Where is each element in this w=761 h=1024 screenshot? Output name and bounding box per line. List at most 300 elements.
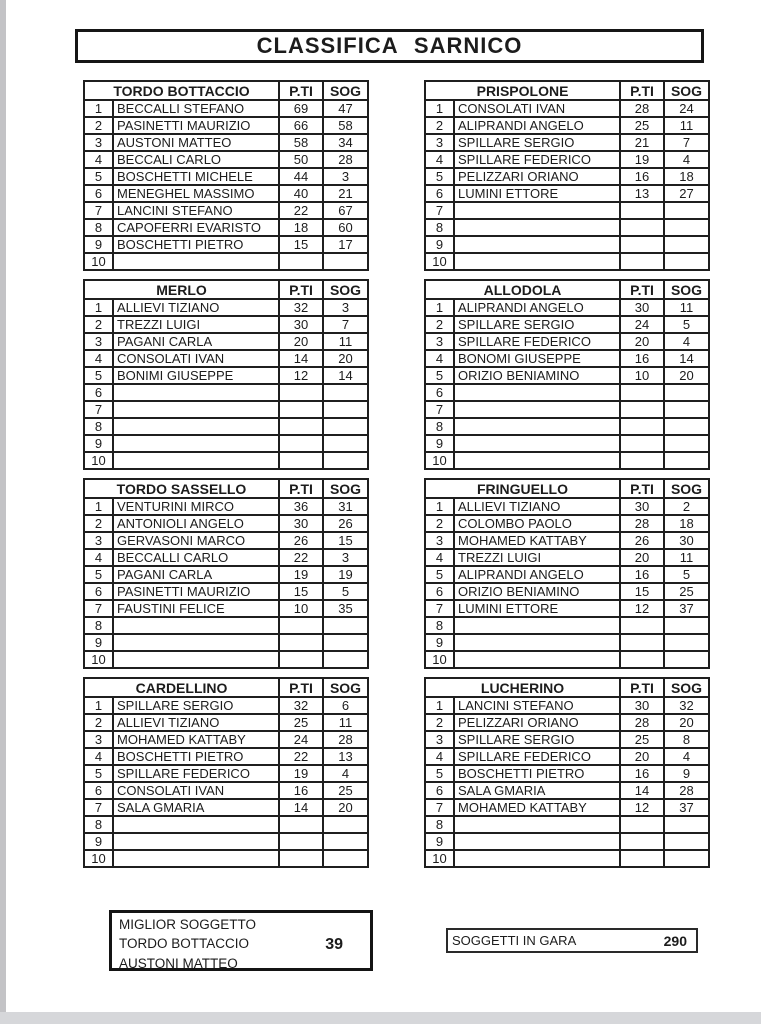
table-row bbox=[425, 850, 709, 867]
table-row bbox=[425, 168, 709, 185]
table-lucherino bbox=[424, 677, 710, 868]
rank-cell: 4 bbox=[425, 549, 454, 566]
rank-cell: 10 bbox=[425, 850, 454, 867]
pti-cell: 20 bbox=[620, 748, 664, 765]
table-row bbox=[84, 168, 368, 185]
table-row bbox=[84, 299, 368, 316]
sog-cell: 11 bbox=[664, 299, 709, 316]
pti-cell: 13 bbox=[620, 185, 664, 202]
table-row bbox=[425, 236, 709, 253]
pti-cell: 32 bbox=[279, 299, 323, 316]
name-cell: BOSCHETTI MICHELE bbox=[113, 168, 279, 185]
sog-cell bbox=[664, 435, 709, 452]
name-cell: LANCINI STEFANO bbox=[113, 202, 279, 219]
rank-cell: 1 bbox=[425, 100, 454, 117]
name-cell: SPILLARE FEDERICO bbox=[454, 748, 620, 765]
pti-cell bbox=[620, 850, 664, 867]
sog-cell bbox=[323, 634, 368, 651]
pti-cell: 10 bbox=[279, 600, 323, 617]
sog-cell bbox=[664, 384, 709, 401]
sog-cell: 20 bbox=[664, 367, 709, 384]
sog-cell: 35 bbox=[323, 600, 368, 617]
pti-header: P.TI bbox=[620, 678, 664, 697]
name-cell: ALLIEVI TIZIANO bbox=[454, 498, 620, 515]
sog-cell: 58 bbox=[323, 117, 368, 134]
rank-cell: 9 bbox=[425, 236, 454, 253]
pti-cell: 30 bbox=[279, 515, 323, 532]
rank-cell: 8 bbox=[84, 816, 113, 833]
rank-cell: 4 bbox=[84, 549, 113, 566]
pti-cell: 14 bbox=[279, 350, 323, 367]
pti-cell: 30 bbox=[279, 316, 323, 333]
table-title: MERLO bbox=[84, 280, 279, 299]
rank-cell: 2 bbox=[84, 515, 113, 532]
pti-cell bbox=[279, 850, 323, 867]
rank-cell: 6 bbox=[84, 384, 113, 401]
table-row bbox=[425, 515, 709, 532]
name-cell: VENTURINI MIRCO bbox=[113, 498, 279, 515]
table-title: FRINGUELLO bbox=[425, 479, 620, 498]
pti-cell bbox=[620, 236, 664, 253]
sog-cell: 32 bbox=[664, 697, 709, 714]
pti-cell: 58 bbox=[279, 134, 323, 151]
rank-cell: 8 bbox=[84, 617, 113, 634]
rank-cell: 5 bbox=[84, 367, 113, 384]
name-cell bbox=[113, 816, 279, 833]
name-cell bbox=[454, 435, 620, 452]
rank-cell: 4 bbox=[425, 748, 454, 765]
name-cell bbox=[113, 435, 279, 452]
pti-cell bbox=[620, 401, 664, 418]
pti-cell: 24 bbox=[620, 316, 664, 333]
pti-cell bbox=[620, 617, 664, 634]
table-row bbox=[425, 532, 709, 549]
pti-cell bbox=[620, 816, 664, 833]
rank-cell: 10 bbox=[425, 253, 454, 270]
rank-cell: 5 bbox=[425, 765, 454, 782]
pti-cell bbox=[620, 651, 664, 668]
sog-cell bbox=[323, 833, 368, 850]
sog-cell: 3 bbox=[323, 168, 368, 185]
name-cell: BONIMI GIUSEPPE bbox=[113, 367, 279, 384]
pti-cell: 30 bbox=[620, 498, 664, 515]
rank-cell: 8 bbox=[84, 219, 113, 236]
scan-edge-bottom bbox=[0, 1012, 761, 1024]
rank-cell: 10 bbox=[84, 452, 113, 469]
rank-cell: 7 bbox=[425, 600, 454, 617]
table-row bbox=[84, 253, 368, 270]
pti-cell: 10 bbox=[620, 367, 664, 384]
pti-cell: 20 bbox=[620, 549, 664, 566]
pti-cell: 69 bbox=[279, 100, 323, 117]
table-row bbox=[84, 498, 368, 515]
sog-cell bbox=[664, 253, 709, 270]
table-row bbox=[84, 583, 368, 600]
rank-cell: 8 bbox=[425, 816, 454, 833]
name-cell: PELIZZARI ORIANO bbox=[454, 168, 620, 185]
table-row bbox=[84, 731, 368, 748]
rank-cell: 6 bbox=[425, 185, 454, 202]
sog-cell: 67 bbox=[323, 202, 368, 219]
table-allodola bbox=[424, 279, 710, 470]
sog-header: SOG bbox=[323, 479, 368, 498]
table-row bbox=[425, 401, 709, 418]
table-row bbox=[425, 202, 709, 219]
name-cell: MENEGHEL MASSIMO bbox=[113, 185, 279, 202]
sog-cell: 11 bbox=[323, 333, 368, 350]
pti-cell: 12 bbox=[620, 799, 664, 816]
table-row bbox=[84, 185, 368, 202]
name-cell: COLOMBO PAOLO bbox=[454, 515, 620, 532]
rank-cell: 3 bbox=[425, 532, 454, 549]
sog-cell bbox=[664, 219, 709, 236]
table-row bbox=[84, 532, 368, 549]
name-cell: CONSOLATI IVAN bbox=[454, 100, 620, 117]
sog-cell: 3 bbox=[323, 299, 368, 316]
sog-cell bbox=[323, 617, 368, 634]
pti-cell: 25 bbox=[620, 117, 664, 134]
name-cell: PASINETTI MAURIZIO bbox=[113, 583, 279, 600]
rank-cell: 6 bbox=[425, 583, 454, 600]
sog-cell bbox=[664, 833, 709, 850]
name-cell bbox=[454, 418, 620, 435]
table-row bbox=[425, 350, 709, 367]
name-cell: CONSOLATI IVAN bbox=[113, 782, 279, 799]
sog-cell: 3 bbox=[323, 549, 368, 566]
name-cell: PASINETTI MAURIZIO bbox=[113, 117, 279, 134]
sog-cell: 20 bbox=[664, 714, 709, 731]
table-row bbox=[425, 185, 709, 202]
pti-cell bbox=[279, 384, 323, 401]
table-row bbox=[425, 219, 709, 236]
sog-cell: 31 bbox=[323, 498, 368, 515]
rank-cell: 3 bbox=[425, 333, 454, 350]
table-tordo-bottaccio bbox=[83, 80, 369, 271]
sog-cell: 11 bbox=[664, 549, 709, 566]
sog-cell: 4 bbox=[664, 151, 709, 168]
pti-cell: 14 bbox=[279, 799, 323, 816]
name-cell: SPILLARE SERGIO bbox=[454, 731, 620, 748]
table-header bbox=[425, 280, 709, 299]
pti-cell: 22 bbox=[279, 748, 323, 765]
name-cell: BECCALLI STEFANO bbox=[113, 100, 279, 117]
name-cell: MOHAMED KATTABY bbox=[454, 799, 620, 816]
table-row bbox=[425, 634, 709, 651]
pti-cell bbox=[620, 219, 664, 236]
rank-cell: 3 bbox=[84, 333, 113, 350]
pti-cell bbox=[620, 418, 664, 435]
sog-cell: 7 bbox=[664, 134, 709, 151]
table-merlo bbox=[83, 279, 369, 470]
table-row bbox=[425, 549, 709, 566]
table-row bbox=[425, 367, 709, 384]
sog-cell: 30 bbox=[664, 532, 709, 549]
pti-cell bbox=[620, 435, 664, 452]
rank-cell: 6 bbox=[84, 782, 113, 799]
best-subject-score: 39 bbox=[325, 935, 343, 953]
name-cell: CONSOLATI IVAN bbox=[113, 350, 279, 367]
sog-cell bbox=[323, 418, 368, 435]
table-row bbox=[425, 714, 709, 731]
rank-cell: 9 bbox=[84, 833, 113, 850]
table-title: LUCHERINO bbox=[425, 678, 620, 697]
table-row bbox=[84, 350, 368, 367]
name-cell: ORIZIO BENIAMINO bbox=[454, 367, 620, 384]
table-row bbox=[84, 401, 368, 418]
table-row bbox=[84, 566, 368, 583]
sog-cell: 37 bbox=[664, 600, 709, 617]
name-cell: SALA GMARIA bbox=[113, 799, 279, 816]
rank-cell: 9 bbox=[84, 435, 113, 452]
table-row bbox=[84, 333, 368, 350]
name-cell: GERVASONI MARCO bbox=[113, 532, 279, 549]
name-cell bbox=[454, 850, 620, 867]
table-row bbox=[425, 384, 709, 401]
sog-cell: 4 bbox=[323, 765, 368, 782]
table-row bbox=[84, 850, 368, 867]
best-subject-owner: AUSTONI MATTEO bbox=[119, 955, 238, 971]
table-row bbox=[425, 566, 709, 583]
sog-cell: 6 bbox=[323, 697, 368, 714]
table-title: TORDO SASSELLO bbox=[84, 479, 279, 498]
rank-cell: 7 bbox=[84, 799, 113, 816]
table-row bbox=[84, 452, 368, 469]
table-row bbox=[84, 697, 368, 714]
pti-cell: 32 bbox=[279, 697, 323, 714]
rank-cell: 4 bbox=[84, 350, 113, 367]
sog-cell bbox=[664, 236, 709, 253]
table-row bbox=[84, 782, 368, 799]
name-cell: BECCALLI CARLO bbox=[113, 549, 279, 566]
rank-cell: 2 bbox=[425, 515, 454, 532]
sog-cell: 24 bbox=[664, 100, 709, 117]
sog-cell bbox=[664, 850, 709, 867]
name-cell bbox=[454, 401, 620, 418]
table-row bbox=[425, 833, 709, 850]
name-cell bbox=[454, 384, 620, 401]
rank-cell: 5 bbox=[84, 168, 113, 185]
subjects-in-race-value: 290 bbox=[663, 932, 687, 949]
pti-cell: 22 bbox=[279, 202, 323, 219]
name-cell: PELIZZARI ORIANO bbox=[454, 714, 620, 731]
rank-cell: 4 bbox=[425, 350, 454, 367]
sog-cell: 15 bbox=[323, 532, 368, 549]
rank-cell: 7 bbox=[425, 202, 454, 219]
name-cell: SPILLARE FEDERICO bbox=[454, 151, 620, 168]
sog-cell: 26 bbox=[323, 515, 368, 532]
name-cell: MOHAMED KATTABY bbox=[113, 731, 279, 748]
table-row bbox=[84, 435, 368, 452]
rank-cell: 8 bbox=[84, 418, 113, 435]
table-header bbox=[84, 81, 368, 100]
name-cell bbox=[454, 634, 620, 651]
table-row bbox=[425, 782, 709, 799]
sog-cell: 5 bbox=[664, 316, 709, 333]
table-row bbox=[425, 299, 709, 316]
pti-cell: 16 bbox=[279, 782, 323, 799]
name-cell: ALIPRANDI ANGELO bbox=[454, 566, 620, 583]
sog-cell bbox=[664, 617, 709, 634]
rank-cell: 7 bbox=[84, 401, 113, 418]
table-row bbox=[425, 765, 709, 782]
sog-cell: 2 bbox=[664, 498, 709, 515]
table-row bbox=[425, 748, 709, 765]
name-cell: AUSTONI MATTEO bbox=[113, 134, 279, 151]
sog-cell: 17 bbox=[323, 236, 368, 253]
pti-cell: 19 bbox=[279, 566, 323, 583]
name-cell: LUMINI ETTORE bbox=[454, 185, 620, 202]
page-title: CLASSIFICA SARNICO bbox=[256, 33, 523, 58]
rank-cell: 3 bbox=[84, 532, 113, 549]
rank-cell: 2 bbox=[84, 714, 113, 731]
sog-cell: 20 bbox=[323, 350, 368, 367]
pti-cell: 50 bbox=[279, 151, 323, 168]
pti-cell bbox=[279, 651, 323, 668]
name-cell: SPILLARE SERGIO bbox=[113, 697, 279, 714]
table-row bbox=[425, 333, 709, 350]
table-row bbox=[84, 384, 368, 401]
name-cell bbox=[113, 850, 279, 867]
table-row bbox=[84, 134, 368, 151]
table-row bbox=[425, 134, 709, 151]
rank-cell: 9 bbox=[84, 236, 113, 253]
pti-cell: 30 bbox=[620, 299, 664, 316]
name-cell bbox=[113, 384, 279, 401]
pti-cell: 20 bbox=[620, 333, 664, 350]
pti-cell: 26 bbox=[620, 532, 664, 549]
table-row bbox=[84, 799, 368, 816]
rank-cell: 9 bbox=[425, 435, 454, 452]
name-cell bbox=[454, 202, 620, 219]
sog-cell bbox=[323, 651, 368, 668]
sog-cell bbox=[323, 384, 368, 401]
rank-cell: 1 bbox=[425, 498, 454, 515]
sog-cell bbox=[664, 202, 709, 219]
pti-cell bbox=[279, 816, 323, 833]
pti-cell bbox=[279, 617, 323, 634]
table-row bbox=[425, 600, 709, 617]
best-subject-row bbox=[119, 934, 363, 955]
rank-cell: 6 bbox=[84, 185, 113, 202]
table-row bbox=[84, 634, 368, 651]
pti-cell: 19 bbox=[279, 765, 323, 782]
name-cell bbox=[113, 452, 279, 469]
sog-cell: 5 bbox=[323, 583, 368, 600]
table-row bbox=[84, 219, 368, 236]
pti-cell: 16 bbox=[620, 566, 664, 583]
name-cell bbox=[454, 452, 620, 469]
pti-cell bbox=[620, 202, 664, 219]
rank-cell: 1 bbox=[84, 100, 113, 117]
pti-cell: 26 bbox=[279, 532, 323, 549]
rank-cell: 8 bbox=[425, 617, 454, 634]
rank-cell: 6 bbox=[84, 583, 113, 600]
table-row bbox=[84, 202, 368, 219]
sog-cell bbox=[323, 850, 368, 867]
rank-cell: 9 bbox=[425, 833, 454, 850]
name-cell: SPILLARE FEDERICO bbox=[113, 765, 279, 782]
table-row bbox=[84, 651, 368, 668]
table-row bbox=[84, 549, 368, 566]
rank-cell: 10 bbox=[425, 651, 454, 668]
name-cell bbox=[113, 651, 279, 668]
name-cell bbox=[454, 816, 620, 833]
table-header bbox=[84, 479, 368, 498]
name-cell: LANCINI STEFANO bbox=[454, 697, 620, 714]
sog-cell: 34 bbox=[323, 134, 368, 151]
sog-cell bbox=[664, 452, 709, 469]
rank-cell: 5 bbox=[425, 168, 454, 185]
rank-cell: 10 bbox=[84, 651, 113, 668]
name-cell: MOHAMED KATTABY bbox=[454, 532, 620, 549]
table-row bbox=[425, 100, 709, 117]
rank-cell: 8 bbox=[425, 418, 454, 435]
best-subject-box bbox=[109, 910, 373, 971]
rank-cell: 2 bbox=[84, 316, 113, 333]
pti-cell bbox=[279, 452, 323, 469]
table-row bbox=[84, 100, 368, 117]
sog-cell: 9 bbox=[664, 765, 709, 782]
table-fringuello bbox=[424, 478, 710, 669]
table-row bbox=[425, 583, 709, 600]
table-row bbox=[84, 833, 368, 850]
table-row bbox=[425, 731, 709, 748]
name-cell bbox=[454, 219, 620, 236]
table-row bbox=[425, 498, 709, 515]
table-row bbox=[425, 799, 709, 816]
sog-cell: 5 bbox=[664, 566, 709, 583]
name-cell: ALLIEVI TIZIANO bbox=[113, 714, 279, 731]
table-row bbox=[425, 452, 709, 469]
subjects-in-race-label: SOGGETTI IN GARA bbox=[452, 933, 577, 948]
name-cell: ALIPRANDI ANGELO bbox=[454, 117, 620, 134]
table-row bbox=[425, 253, 709, 270]
name-cell: BONOMI GIUSEPPE bbox=[454, 350, 620, 367]
pti-header: P.TI bbox=[279, 678, 323, 697]
table-row bbox=[425, 151, 709, 168]
rank-cell: 2 bbox=[425, 117, 454, 134]
sog-cell: 14 bbox=[664, 350, 709, 367]
table-row bbox=[84, 515, 368, 532]
table-row bbox=[84, 316, 368, 333]
sog-cell: 8 bbox=[664, 731, 709, 748]
table-row bbox=[84, 748, 368, 765]
rank-cell: 1 bbox=[84, 697, 113, 714]
name-cell: ALIPRANDI ANGELO bbox=[454, 299, 620, 316]
sog-header: SOG bbox=[664, 479, 709, 498]
name-cell: SPILLARE FEDERICO bbox=[454, 333, 620, 350]
name-cell: BOSCHETTI PIETRO bbox=[113, 748, 279, 765]
name-cell bbox=[113, 253, 279, 270]
scan-edge-left bbox=[0, 0, 6, 1024]
rank-cell: 4 bbox=[425, 151, 454, 168]
pti-cell: 12 bbox=[620, 600, 664, 617]
sog-cell bbox=[323, 253, 368, 270]
sog-cell: 11 bbox=[664, 117, 709, 134]
sog-cell: 25 bbox=[664, 583, 709, 600]
sog-cell: 28 bbox=[323, 731, 368, 748]
sog-cell: 13 bbox=[323, 748, 368, 765]
table-header bbox=[425, 479, 709, 498]
rank-cell: 5 bbox=[425, 566, 454, 583]
rank-cell: 5 bbox=[84, 566, 113, 583]
table-row bbox=[84, 418, 368, 435]
rank-cell: 1 bbox=[425, 299, 454, 316]
name-cell bbox=[113, 833, 279, 850]
name-cell: PAGANI CARLA bbox=[113, 333, 279, 350]
table-row bbox=[425, 316, 709, 333]
pti-cell: 16 bbox=[620, 350, 664, 367]
